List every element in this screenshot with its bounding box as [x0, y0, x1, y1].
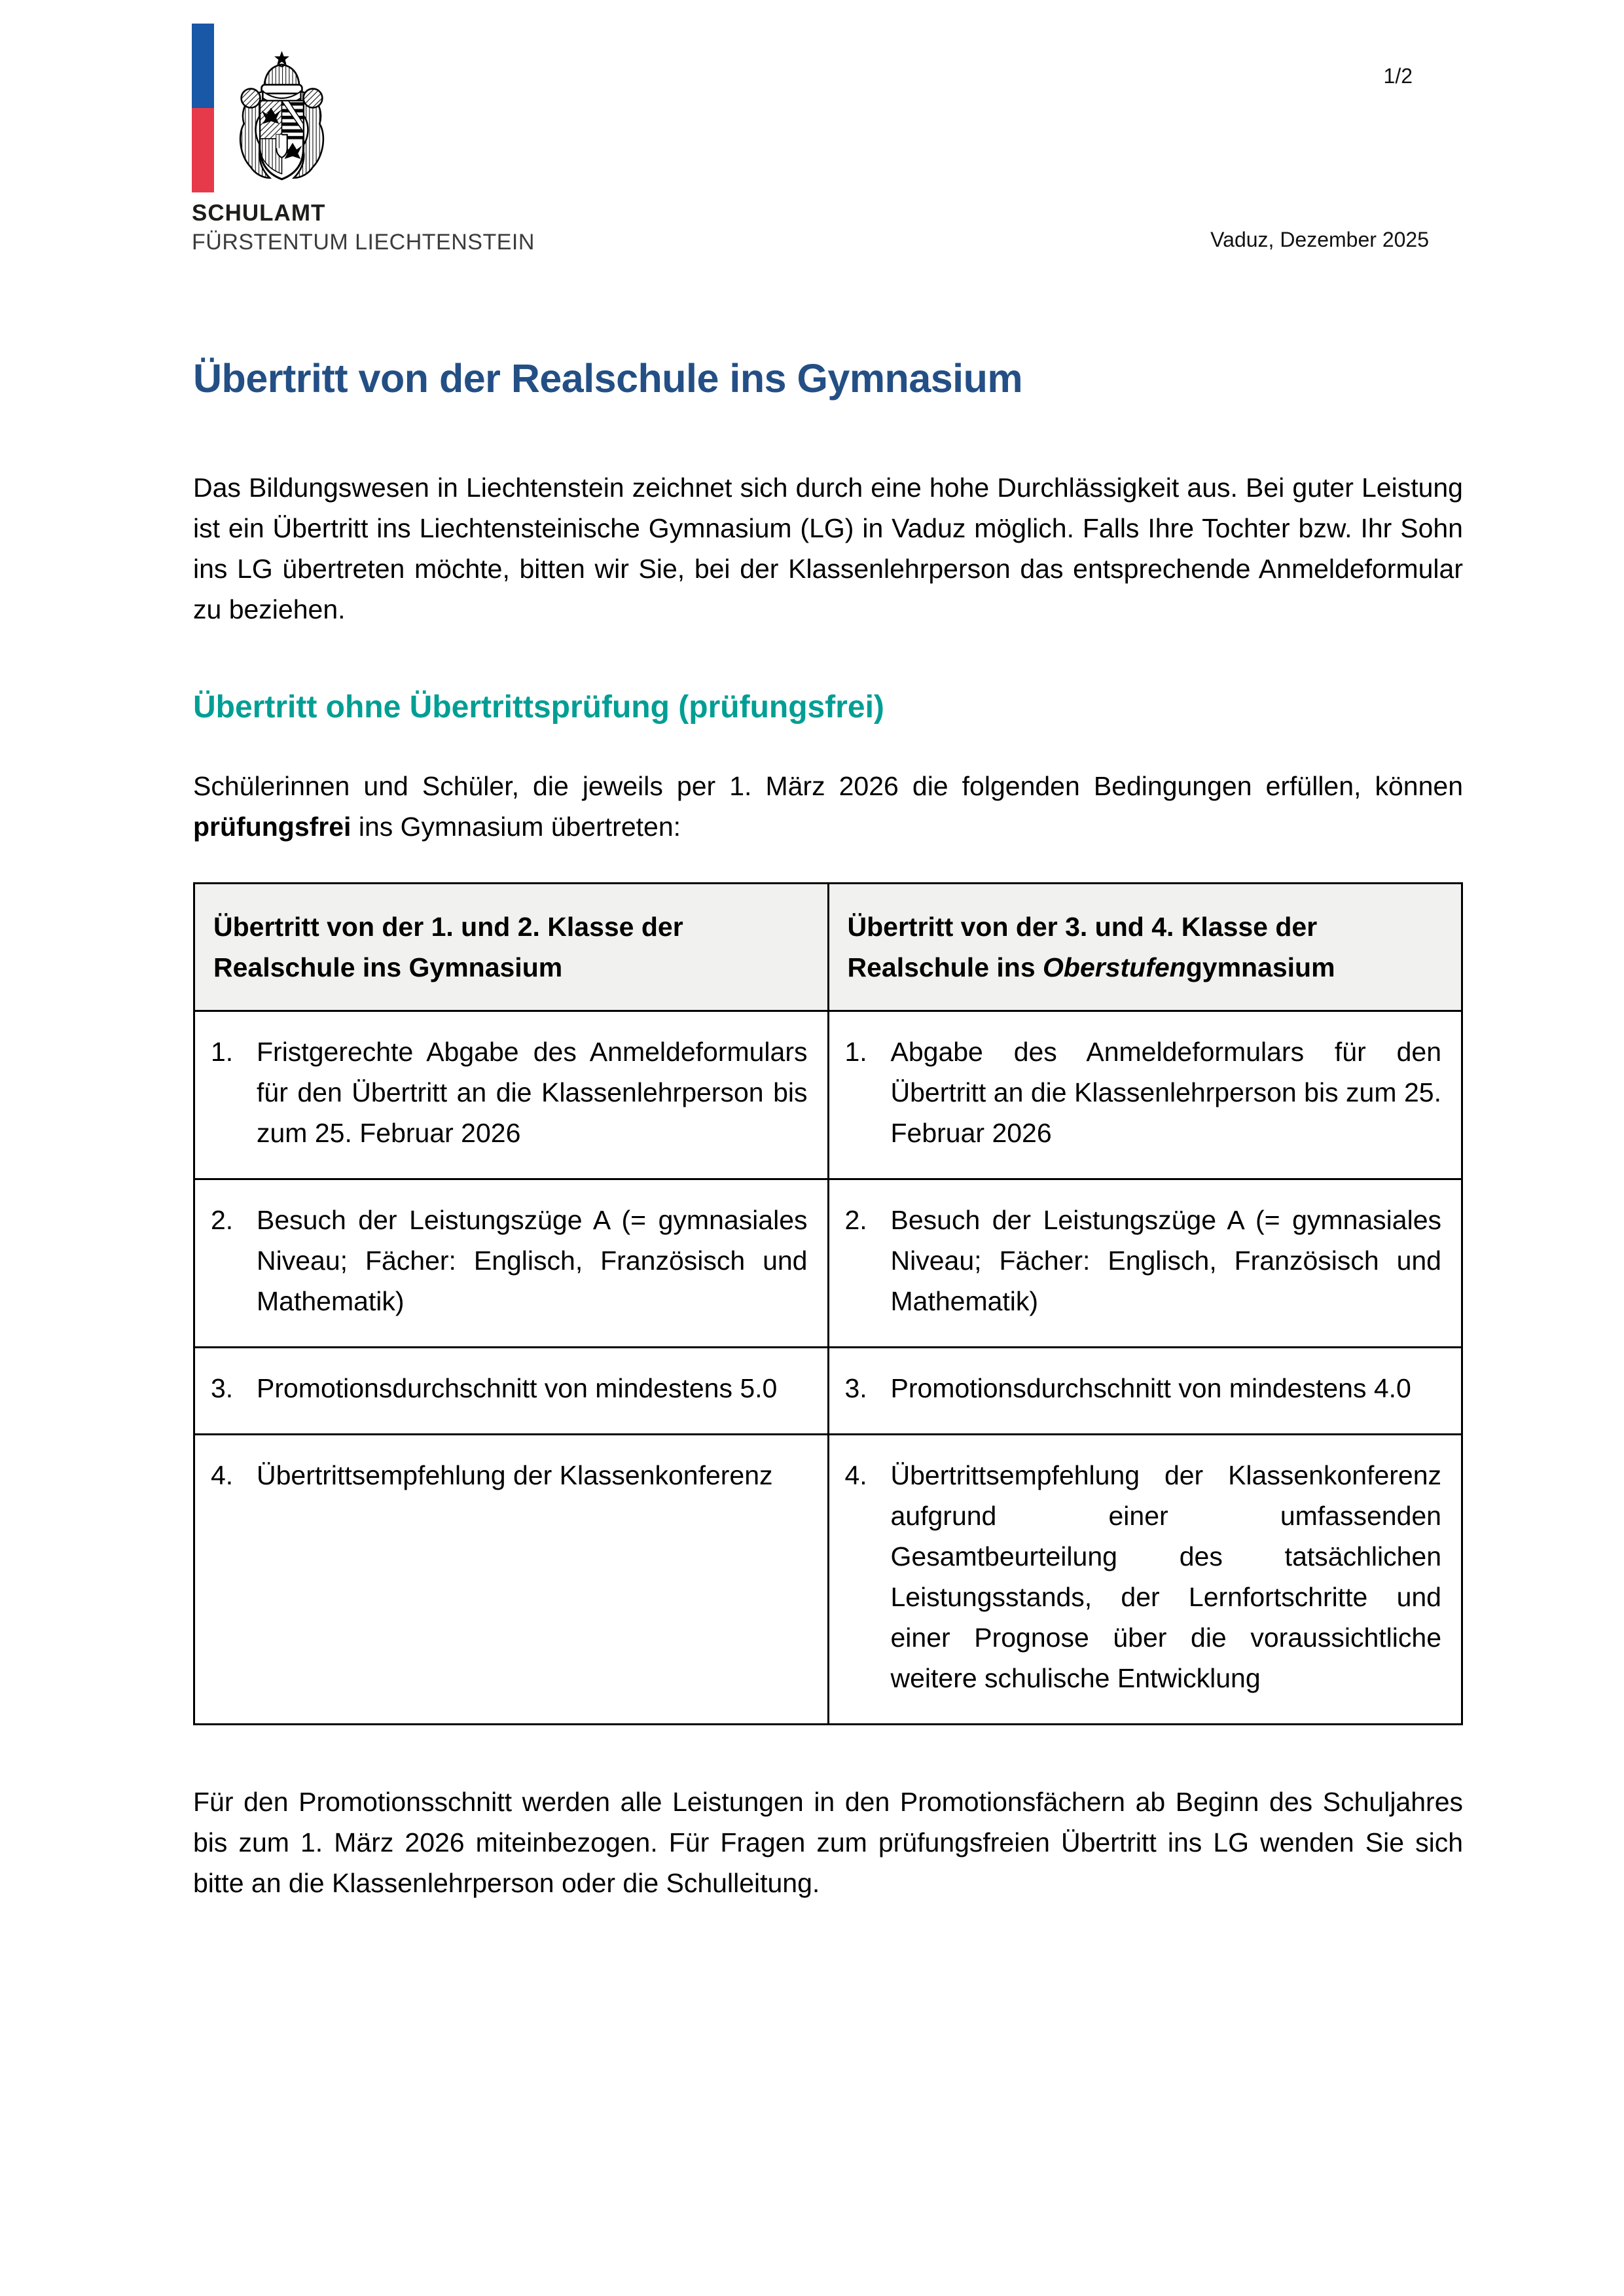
- item-number: 3.: [211, 1373, 234, 1403]
- table-row: [194, 1348, 1462, 1435]
- table-header-row: [194, 884, 1462, 1011]
- table-cell-left-4: [194, 1435, 829, 1725]
- table-header-right-italic: Oberstufen: [1043, 952, 1186, 982]
- lead-paragraph: [193, 766, 1463, 847]
- table-cell-left-3: [194, 1348, 829, 1435]
- item-number: 2.: [211, 1205, 234, 1235]
- table-cell-right-2: [828, 1179, 1462, 1348]
- table-header-left-text: Übertritt von der 1. und 2. Klasse der Realschule ins Gymnasium: [213, 912, 683, 982]
- lead-text-after: ins Gymnasium übertreten:: [351, 812, 681, 842]
- lead-text-before: Schülerinnen und Schüler, die jeweils per 1. März 2026 die folgenden Bedingungen erfüllen, können: [193, 771, 1463, 801]
- table-row: [194, 1011, 1462, 1179]
- table-cell-right-4: [828, 1435, 1462, 1725]
- closing-paragraph: Für den Promotionsschnitt werden alle Leistungen in den Promotionsfächern ab Beginn des Schuljahres bis zum 1. März 2026 miteinbezogen. Für Fragen zum prüfungsfreien Übertritt ins LG wenden Sie sich bitte an die Klassenlehrperson oder die Schulleitung.: [193, 1787, 1463, 1898]
- item-number: 1.: [844, 1037, 867, 1067]
- item-number: 3.: [844, 1373, 867, 1403]
- item-text: Fristgerechte Abgabe des Anmeldeformulars für den Übertritt an die Klassenlehrperson bis zum 25. Februar 2026: [257, 1037, 808, 1148]
- table-cell-left-2: [194, 1179, 829, 1348]
- page-title: Übertritt von der Realschule ins Gymnasium: [193, 356, 1023, 401]
- flag-red-stripe: [192, 108, 214, 192]
- item-text: Besuch der Leistungszüge A (= gymnasiales Niveau; Fächer: Englisch, Französisch und Mathematik): [257, 1205, 808, 1316]
- section-heading: Übertritt ohne Übertrittsprüfung (prüfungsfrei): [193, 690, 884, 725]
- table-header-right-text: Übertritt von der 3. und 4. Klasse der Realschule ins: [847, 912, 1318, 982]
- item-number: 4.: [211, 1460, 234, 1490]
- document-body: [193, 352, 1463, 1903]
- item-text: Promotionsdurchschnitt von mindestens 5.0: [257, 1373, 778, 1403]
- item-number: 1.: [211, 1037, 234, 1067]
- letterhead-org: [192, 202, 535, 253]
- document-date: Vaduz, Dezember 2025: [1210, 228, 1429, 251]
- table-header-right: [828, 884, 1462, 1011]
- item-text: Promotionsdurchschnitt von mindestens 4.0: [890, 1373, 1411, 1403]
- table-cell-left-1: [194, 1011, 829, 1179]
- table-header-right-suffix: gymnasium: [1185, 952, 1335, 982]
- intro-paragraph: Das Bildungswesen in Liechtenstein zeichnet sich durch eine hohe Durchlässigkeit aus. Bei guter Leistung ist ein Übertritt ins Liechtensteinische Gymnasium (LG) in Vaduz möglich. Falls Ihre Tochter bzw. Ihr Sohn ins LG übertreten möchte, bitten wir Sie, bei der Klassenlehrperson das entsprechende Anmeldeformular zu beziehen.: [193, 473, 1463, 624]
- liechtenstein-flag-bar: [192, 24, 214, 192]
- org-name: SCHULAMT: [192, 200, 326, 226]
- conditions-table: [193, 882, 1463, 1725]
- table-row: [194, 1435, 1462, 1725]
- table-cell-right-1: [828, 1011, 1462, 1179]
- item-text: Abgabe des Anmeldeformulars für den Übertritt an die Klassenlehrperson bis zum 25. Februar 2026: [890, 1037, 1441, 1148]
- lead-text-bold: prüfungsfrei: [193, 812, 352, 842]
- org-subtitle: FÜRSTENTUM LIECHTENSTEIN: [192, 230, 535, 255]
- coat-of-arms-icon: [228, 47, 336, 191]
- table-header-left: [194, 884, 829, 1011]
- item-number: 4.: [844, 1460, 867, 1490]
- item-text: Besuch der Leistungszüge A (= gymnasiales Niveau; Fächer: Englisch, Französisch und Mathematik): [890, 1205, 1441, 1316]
- table-row: [194, 1179, 1462, 1348]
- item-text: Übertrittsempfehlung der Klassenkonferenz: [257, 1460, 773, 1490]
- flag-blue-stripe: [192, 24, 214, 108]
- page-number: 1/2: [1383, 64, 1413, 88]
- item-text: Übertrittsempfehlung der Klassenkonferenz aufgrund einer umfassenden Gesamtbeurteilung des tatsächlichen Leistungsstands, der Lernfortschritte und einer Prognose über die voraussichtliche weitere schulische Entwicklung: [890, 1460, 1441, 1693]
- table-cell-right-3: [828, 1348, 1462, 1435]
- item-number: 2.: [844, 1205, 867, 1235]
